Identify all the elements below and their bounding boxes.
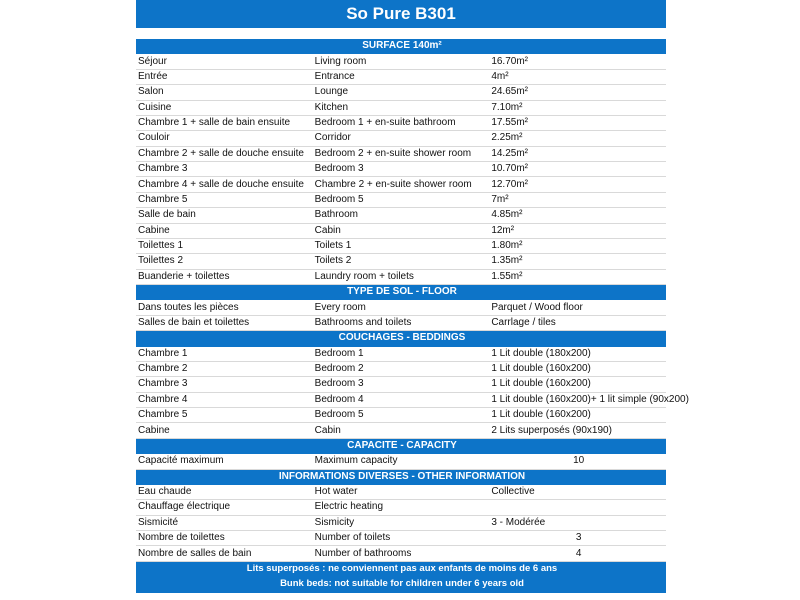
french-label-cell: Toilettes 2 (136, 254, 313, 269)
surface-row (136, 223, 666, 238)
surface-row (136, 100, 666, 115)
english-label-cell: Bedroom 3 (313, 162, 490, 177)
beddings-row (136, 361, 666, 376)
beddings-row (136, 377, 666, 392)
surface-row (136, 162, 666, 177)
english-label-cell: Cabin (313, 223, 490, 238)
english-label-cell: Every room (313, 300, 490, 315)
value-cell: 1 Lit double (160x200) (489, 361, 666, 376)
value-cell: 1 Lit double (160x200)+ 1 lit simple (90x200) (489, 392, 666, 407)
value-cell: 1.80m² (489, 238, 666, 253)
french-label-cell: Buanderie + toilettes (136, 269, 313, 284)
english-label-cell: Bedroom 1 + en-suite bathroom (313, 115, 490, 130)
value-cell: 1.35m² (489, 254, 666, 269)
surface-row (136, 69, 666, 84)
english-label-cell: Bedroom 5 (313, 408, 490, 423)
english-label-cell: Entrance (313, 69, 490, 84)
english-label-cell: Bathrooms and toilets (313, 315, 490, 330)
floor-type-row (136, 300, 666, 315)
surface-row (136, 131, 666, 146)
english-label-cell: Laundry room + toilets (313, 269, 490, 284)
french-label-cell: Cabine (136, 223, 313, 238)
english-label-cell: Living room (313, 54, 490, 69)
french-label-cell: Entrée (136, 69, 313, 84)
value-cell: 10.70m² (489, 162, 666, 177)
value-cell: 7.10m² (489, 100, 666, 115)
french-label-cell: Chambre 3 (136, 377, 313, 392)
french-label-cell: Couloir (136, 131, 313, 146)
french-label-cell: Sismicité (136, 515, 313, 530)
english-label-cell: Corridor (313, 131, 490, 146)
french-label-cell: Dans toutes les pièces (136, 300, 313, 315)
other-info-header-row (136, 469, 666, 484)
value-cell: 3 (489, 531, 666, 546)
capacity-row (136, 454, 666, 469)
value-cell: 4.85m² (489, 208, 666, 223)
capacity-header-row (136, 438, 666, 453)
value-cell: 4 (489, 546, 666, 561)
english-label-cell: Sismicity (313, 515, 490, 530)
surface-row (136, 54, 666, 69)
value-cell: 12m² (489, 223, 666, 238)
surface-row (136, 192, 666, 207)
beddings-header-row (136, 331, 666, 346)
french-label-cell: Chambre 2 (136, 361, 313, 376)
surface-row (136, 254, 666, 269)
other-info-row (136, 500, 666, 515)
value-cell: 1 Lit double (180x200) (489, 346, 666, 361)
french-label-cell: Chambre 4 + salle de douche ensuite (136, 177, 313, 192)
property-title: So Pure B301 (136, 0, 666, 28)
french-label-cell: Chambre 1 + salle de bain ensuite (136, 115, 313, 130)
english-label-cell: Hot water (313, 484, 490, 499)
french-label-cell: Salon (136, 85, 313, 100)
english-label-cell: Bedroom 1 (313, 346, 490, 361)
english-label-cell: Lounge (313, 85, 490, 100)
property-info-table (136, 39, 689, 593)
floor-type-header: TYPE DE SOL - FLOOR (136, 285, 666, 300)
bunk-bed-warning-en-row (136, 577, 666, 592)
surface-header-row (136, 39, 666, 54)
bunk-bed-warning-fr: Lits superposés : ne conviennent pas aux enfants de moins de 6 ans (136, 561, 666, 576)
value-cell: 16.70m² (489, 54, 666, 69)
surface-row (136, 115, 666, 130)
other-info-row (136, 515, 666, 530)
spacer (136, 28, 666, 39)
english-label-cell: Bedroom 2 + en-suite shower room (313, 146, 490, 161)
value-cell: Collective (489, 484, 666, 499)
other-info-row (136, 484, 666, 499)
value-cell: 14.25m² (489, 146, 666, 161)
value-cell: 4m² (489, 69, 666, 84)
french-label-cell: Chambre 4 (136, 392, 313, 407)
french-label-cell: Chambre 5 (136, 192, 313, 207)
french-label-cell: Capacité maximum (136, 454, 313, 469)
value-cell: Carrlage / tiles (489, 315, 666, 330)
french-label-cell: Cabine (136, 423, 313, 438)
french-label-cell: Séjour (136, 54, 313, 69)
surface-row (136, 238, 666, 253)
value-cell: 12.70m² (489, 177, 666, 192)
french-label-cell: Eau chaude (136, 484, 313, 499)
beddings-row (136, 346, 666, 361)
bunk-bed-warning-en: Bunk beds: not suitable for children under 6 years old (136, 577, 666, 592)
surface-row (136, 208, 666, 223)
english-label-cell: Maximum capacity (313, 454, 490, 469)
french-label-cell: Toilettes 1 (136, 238, 313, 253)
other-info-header: INFORMATIONS DIVERSES - OTHER INFORMATION (136, 469, 666, 484)
value-cell: 1.55m² (489, 269, 666, 284)
surface-row (136, 269, 666, 284)
french-label-cell: Chambre 5 (136, 408, 313, 423)
french-label-cell: Cuisine (136, 100, 313, 115)
english-label-cell: Bedroom 4 (313, 392, 490, 407)
french-label-cell: Salles de bain et toilettes (136, 315, 313, 330)
floor-type-header-row (136, 285, 666, 300)
english-label-cell: Bedroom 5 (313, 192, 490, 207)
english-label-cell: Toilets 1 (313, 238, 490, 253)
french-label-cell: Chambre 3 (136, 162, 313, 177)
french-label-cell: Salle de bain (136, 208, 313, 223)
english-label-cell: Chambre 2 + en-suite shower room (313, 177, 490, 192)
english-label-cell: Electric heating (313, 500, 490, 515)
table-body (136, 39, 689, 592)
surface-row (136, 85, 666, 100)
value-cell: 1 Lit double (160x200) (489, 377, 666, 392)
beddings-row (136, 423, 666, 438)
english-label-cell: Number of toilets (313, 531, 490, 546)
english-label-cell: Bedroom 2 (313, 361, 490, 376)
beddings-row (136, 408, 666, 423)
value-cell: 10 (489, 454, 666, 469)
french-label-cell: Chauffage électrique (136, 500, 313, 515)
spreadsheet-sheet (136, 0, 689, 593)
value-cell: 17.55m² (489, 115, 666, 130)
value-cell: 2 Lits superposés (90x190) (489, 423, 666, 438)
capacity-header: CAPACITE - CAPACITY (136, 438, 666, 453)
french-label-cell: Nombre de toilettes (136, 531, 313, 546)
french-label-cell: Nombre de salles de bain (136, 546, 313, 561)
surface-row (136, 146, 666, 161)
english-label-cell: Number of bathrooms (313, 546, 490, 561)
french-label-cell: Chambre 1 (136, 346, 313, 361)
beddings-row (136, 392, 666, 407)
value-cell: 2.25m² (489, 131, 666, 146)
english-label-cell: Bedroom 3 (313, 377, 490, 392)
other-info-row (136, 531, 666, 546)
other-info-row (136, 546, 666, 561)
value-cell: 24.65m² (489, 85, 666, 100)
english-label-cell: Kitchen (313, 100, 490, 115)
french-label-cell: Chambre 2 + salle de douche ensuite (136, 146, 313, 161)
value-cell: 7m² (489, 192, 666, 207)
value-cell: 3 - Modérée (489, 515, 666, 530)
surface-row (136, 177, 666, 192)
beddings-header: COUCHAGES - BEDDINGS (136, 331, 666, 346)
value-cell: Parquet / Wood floor (489, 300, 666, 315)
value-cell (489, 500, 666, 515)
english-label-cell: Toilets 2 (313, 254, 490, 269)
floor-type-row (136, 315, 666, 330)
value-cell: 1 Lit double (160x200) (489, 408, 666, 423)
bunk-bed-warning-fr-row (136, 561, 666, 576)
surface-header: SURFACE 140m² (136, 39, 666, 54)
english-label-cell: Cabin (313, 423, 490, 438)
english-label-cell: Bathroom (313, 208, 490, 223)
